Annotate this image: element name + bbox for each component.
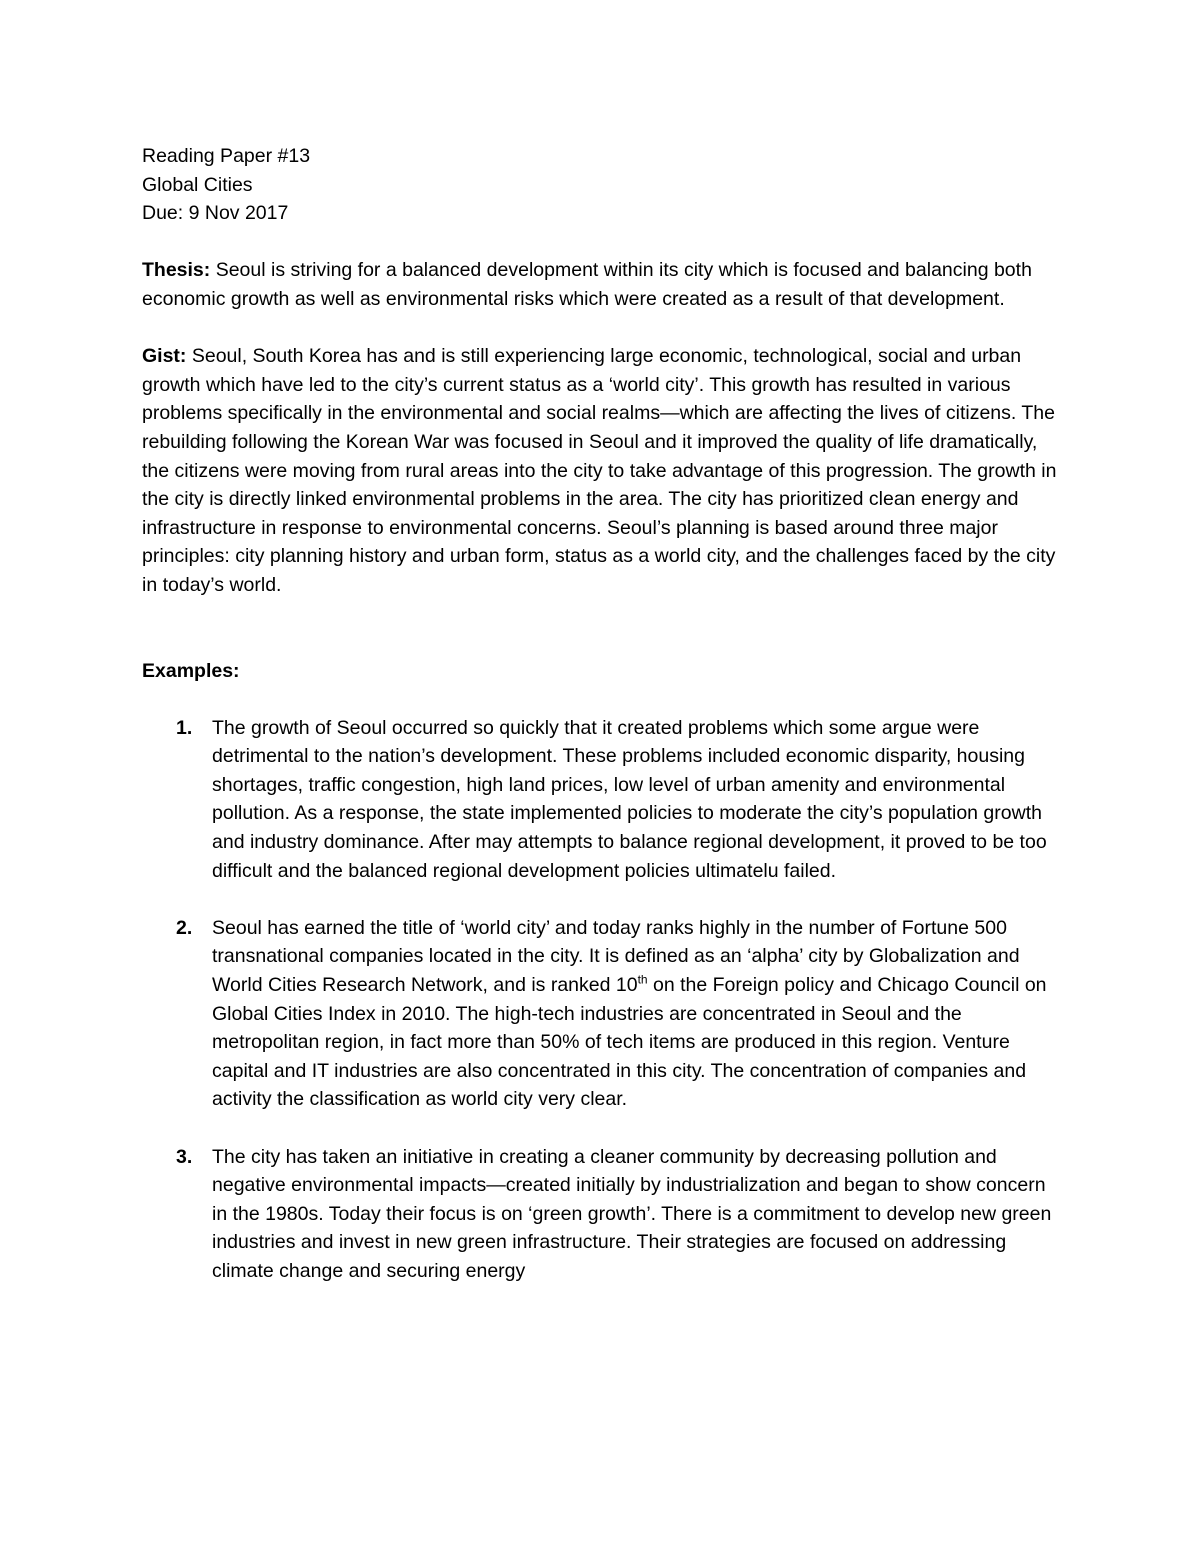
example-number: 3. xyxy=(176,1145,193,1168)
example-text: The growth of Seoul occurred so quickly that it created problems which some argue were detrimental to the nation’s development. These problems included economic disparity, housing shortages, traffic congestion, high land prices, low level of urban amenity and environmental pollution. As a response, the state implemented policies to moderate the city’s population growth and industry dominance. After may attempts to balance regional development, it proved to be too difficult and the balanced regional development policies ultimatelu failed. xyxy=(212,716,1047,882)
document-body xyxy=(142,142,1062,1286)
gist-paragraph xyxy=(142,342,1062,599)
thesis-label: Thesis: xyxy=(142,259,211,282)
ordinal-superscript: th xyxy=(637,972,648,987)
example-item-1 xyxy=(142,714,1062,886)
spacer xyxy=(142,885,1062,914)
example-item-3 xyxy=(142,1143,1062,1286)
spacer xyxy=(142,1114,1062,1143)
example-text-continued: on the Foreign policy and Chicago Council on Global Cities Index in 2010. The high-tech industries are concentrated in Seoul and the metropolitan region, in fact more than 50% of tech items are produced in this region. Venture capital and IT industries are also concentrated in this city. The concentration of companies and activity the classification as world city very clear. xyxy=(212,974,1047,1111)
course-name: Global Cities xyxy=(142,173,253,196)
gist-text: Seoul, South Korea has and is still experiencing large economic, technological, social and urban growth which have led to the city’s current status as a ‘world city’. This growth has resulted in various problems specifically in the environmental and social realms—which are affecting the lives of citizens. The rebuilding following the Korean War was focused in Seoul and it improved the quality of life dramatically, the citizens were moving from rural areas into the city to take advantage of this progression. The growth in the city is directly linked environmental problems in the area. The city has prioritized clean energy and infrastructure in response to environmental concerns. Seoul’s planning is based around three major principles: city planning history and urban form, status as a world city, and the challenges faced by the city in today’s world. xyxy=(142,345,1057,596)
spacer xyxy=(142,685,1062,714)
gist-label: Gist: xyxy=(142,345,187,368)
spacer xyxy=(142,228,1062,257)
example-item-2 xyxy=(142,914,1062,1114)
example-text: Seoul has earned the title of ‘world city’ and today ranks highly in the number of Fortune 500 transnational companies located in the city. It is defined as an ‘alpha’ city by Globalization and World Cities Research Network, and is ranked 10 xyxy=(212,916,1020,997)
paper-title: Reading Paper #13 xyxy=(142,145,311,167)
example-number: 1. xyxy=(176,716,193,739)
examples-heading: Examples: xyxy=(142,659,240,682)
thesis-text: Seoul is striving for a balanced development within its city which is focused and balancing both economic growth as well as environmental risks which were created as a result of that development. xyxy=(142,259,1032,310)
spacer xyxy=(142,314,1062,343)
spacer xyxy=(142,600,1062,657)
example-number: 2. xyxy=(176,916,193,939)
example-text: The city has taken an initiative in creating a cleaner community by decreasing pollution and negative environmental impacts—created initially by industrialization and began to show concern in the 1980s. Today their focus is on ‘green growth’. There is a commitment to develop new green industries and invest in new green infrastructure. Their strategies are focused on addressing climate change and securing energy xyxy=(212,1145,1052,1282)
thesis-paragraph xyxy=(142,256,1062,313)
examples-list xyxy=(142,714,1062,1286)
due-date: Due: 9 Nov 2017 xyxy=(142,202,289,225)
